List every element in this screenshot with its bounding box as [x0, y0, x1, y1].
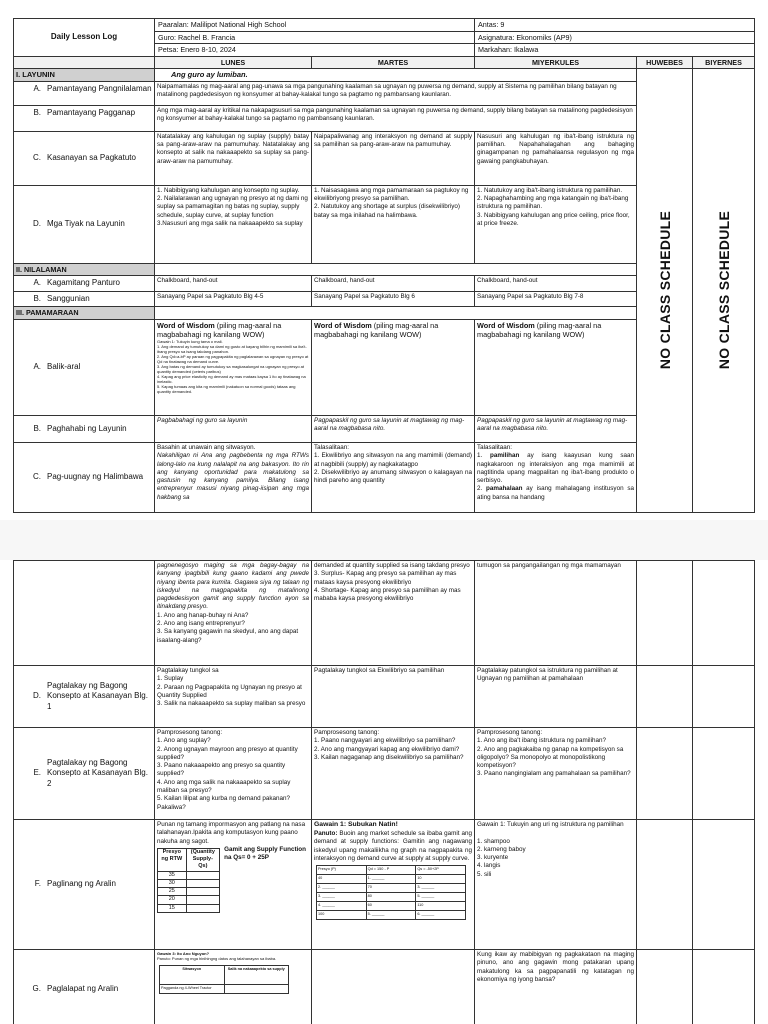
pamamaraan-blank [155, 307, 637, 320]
paghahabi-martes: Pagpapaskil ng guro sa layunin at magtawag ng mag-aaral na magbabasa nito. [312, 415, 475, 442]
subject: Asignatura: Ekonomiks (AP9) [475, 31, 755, 44]
row-label-kagamitang-panturo: A. Kagamitang Panturo [14, 276, 155, 292]
blank-cell [637, 820, 693, 950]
paglinang-martes [312, 820, 475, 950]
blank-cell [693, 728, 755, 820]
pag-uugnay-miyerkules-cont: tumugon sa pangangailangan ng mga mamamayan [475, 561, 637, 666]
paghahabi-lunes: Pagbabahagi ng guro sa layunin [155, 415, 312, 442]
balik-aral-martes [312, 319, 475, 415]
supply-table [157, 848, 220, 913]
talasalitaan-item-1: 1. pamilihan ay isang kaayusan kung saan nagkakaroon ng interaksiyon ang mga mamimili at nagtitinda upang magpalitan ng iba't-ibang produkto o serbisyo. [477, 452, 634, 485]
paglalapat-lunes [155, 950, 312, 1024]
blank-cell [693, 561, 755, 666]
pagtalakay-2-martes: Pamprosesong tanong: 1. Paano nangyayari ang ekwilibriyo sa pamilihan? 2. Ano ang mangyayari kapag ang ekwilibriyo dami? 3. Kailan nagaganap ang disekwilibriyo sa pamilihan? [312, 728, 475, 820]
row-label-paghahabi: B. Paghahabi ng Layunin [14, 415, 155, 442]
story-continued: pagnenegosyo maging sa mga bagay-bagay na kanyang ipagbibili kung gaano kadami ang pwede niyang ibenta para kumita. Gagawa siya ng talaan ng iskedyul na magpapakita ng matalinong pagdedesisyon gamit ang supply function ayon sa itinakdang presyo. [157, 562, 309, 611]
balik-aral-miyerkules [475, 319, 637, 415]
pagtalakay-2-miyerkules: Pamprosesong tanong: 1. Ano ang iba't ibang istruktura ng pamilihan? 2. Ano ang pagkakaiba ng ganap na kompetisyon sa oligopolyo? Sa monopolyo at monopolistikong kompetisyon? 3. Paano nangingialam ang pamahalaan sa pamilihan? [475, 728, 637, 820]
blank-cell [637, 561, 693, 666]
sitwasyon-table: Sitwasyon Salik na nakaaapekto sa supply Pagganda ng 4-Wheel Tractor [159, 965, 289, 994]
pag-uugnay-martes-cont: demanded at quantity supplied sa isang takdang presyo 3. Surplus- Kapag ang presyo sa pamilihan ay mas mataas kaysa presyong ekwilibriyo 4. Shortage- Kapag ang presyo sa pamilihan ay mas mababa kaysa presyong ekwilibriyo [312, 561, 475, 666]
kasanayan-martes: Naipapaliwanag ang interaksyon ng demand at supply sa pamilihan sa pang-araw-araw na pamumuhay. [312, 131, 475, 185]
supply-table-cell: 35 [158, 871, 187, 879]
layunin-lunes: 1. Nabibigyang kahulugan ang konsepto ng suplay. 2. Nailalarawan ang ugnayan ng presyo at ng dami ng suplay sa pamamagitan ng batas ng suplay, supply schedule, suplay curve, at suplay function 3.Nasusuri ang mga salik na nakaaapekto sa suplay [155, 185, 312, 263]
kagamitan-martes: Chalkboard, hand-out [312, 276, 475, 292]
layunin-martes: 1. Naisasagawa ang mga pamamaraan sa pagtukoy ng ekwilibriyong presyo sa pamilihan. 2. Natutukoy ang shortage at surplus (disekwilibriyo) batay sa mga inilahad na halimbawa. [312, 185, 475, 263]
day-biyernes: BIYERNES [693, 56, 755, 69]
grade-level: Antas: 9 [475, 19, 755, 32]
section-pamamaraan: III. PAMAMARAAN [14, 307, 155, 320]
paglinang-instruction: Punan ng tamang impormasyon ang patlang na nasa talahanayan.Ipakita ang komputasyon kung paano nakuha ang sagot. [157, 821, 306, 845]
pagtalakay-1-martes: Pagtalakay tungkol sa Ekwilibriyo sa pamilihan [312, 666, 475, 728]
pagtalakay-1-lunes: Pagtalakay tungkol sa 1. Suplay 2. Paraan ng Pagpapakita ng Ugnayan ng presyo at Quantity Supplied 3. Salik na nakaaapekto sa suplay maliban sa presyo [155, 666, 312, 728]
document-page-2 [0, 560, 768, 1024]
gawain-title: Gawain 3: Ito Ano Nguyon? [157, 951, 210, 956]
row-label-pamantayang-pagganap: B. Pamantayang Pagganap [14, 105, 155, 131]
row-label-paglalapat: G. Paglalapat ng Aralin [14, 950, 155, 1024]
row-label-sanggunian: B. Sanggunian [14, 291, 155, 307]
section-layunin: I. LAYUNIN [14, 69, 155, 82]
paglalapat-martes [312, 950, 475, 1024]
pag-uugnay-martes: Talasalitaan: 1. Ekwilibriyo ang sitwasyon na ang mamimili (demand) at nagbibili (supply) ay nagkakatagpo 2. Disekwilibriyo ay anumang sitwasyon o kalagayan na hindi pareho ang quantity [312, 442, 475, 512]
row-label-pamantayang-pangnilalaman: A. Pamantayang Pangnilalaman [14, 81, 155, 105]
layunin-miyerkules: 1. Natutukoy ang iba't-ibang istruktura ng pamilihan. 2. Napaghahambing ang mga katangain ng iba't-ibang istruktura ng pamilihan. 3. Nabibigyang kahulugan ang price ceiling, price floor, at price freeze. [475, 185, 637, 263]
lesson-log-table [13, 18, 755, 513]
wow-title: Word of Wisdom [477, 320, 535, 330]
supply-table-cell: 15 [158, 904, 187, 912]
quarter: Markahan: Ikalawa [475, 44, 755, 57]
row-label-paglinang: F. Paglinang ng Aralin [14, 820, 155, 950]
supply-table-cell: 20 [158, 896, 187, 904]
row-label-pagtalakay-1: D. Pagtalakay ng Bagong Konsepto at Kasanayan Blg. 1 [14, 666, 155, 728]
day-martes: MARTES [312, 56, 475, 69]
kasanayan-miyerkules: Nasusuri ang kahulugan ng iba't-ibang istruktura ng pamilihan. Napahahalagahan ang bahaging ginagampanan ng pamahalaansa regulasyon ng mga gawaing pangkabuhayan. [475, 131, 637, 185]
blank-cell [637, 728, 693, 820]
kagamitan-miyerkules: Chalkboard, hand-out [475, 276, 637, 292]
row-label-pagtalakay-2: E. Pagtalakay ng Bagong Konsepto at Kasanayan Blg. 2 [14, 728, 155, 820]
sanggunian-lunes: Sanayang Papel sa Pagkatuto Blg 4-5 [155, 291, 312, 307]
panuto-label: Panuto: [314, 829, 338, 837]
wow-text: (piling mag-aaral na magbabahagi ng kanilang WOW) [314, 320, 439, 340]
pag-uugnay-lunes [155, 442, 312, 512]
row-label-tiyak-na-layunin: D. Mga Tiyak na Layunin [14, 185, 155, 263]
day-lunes: LUNES [155, 56, 312, 69]
school-name: Paaralan: Malilipot National High School [155, 19, 475, 32]
continued-label-blank [14, 561, 155, 666]
nilalaman-blank [155, 263, 637, 276]
blank-cell [637, 666, 693, 728]
blank-cell [693, 666, 755, 728]
paghahabi-miyerkules: Pagpapaskil ng guro sa layunin at magtawag ng mag-aaral na magbabasa nito. [475, 415, 637, 442]
blank-cell [637, 950, 693, 1024]
wow-title: Word of Wisdom [157, 320, 215, 330]
lesson-log-title: Daily Lesson Log [14, 19, 155, 57]
story-questions: 1. Ano ang hanap-buhay ni Ana? 2. Ano ang isang entreprenyur? 3. Sa kanyang gagawin na skedyul, ano ang dapat isaalang-alang? [157, 611, 299, 644]
kasanayan-lunes: Natatalakay ang kahulugan ng suplay (supply) batay sa pang-araw-araw na pamumuhay. Natatalakay ang konsepto at salik na nakaaapekto sa suplay sa pang-araw-araw na pamumuhay. [155, 131, 312, 185]
wow-text: (piling mag-aaral na magbabahagi ng kanilang WOW) [477, 320, 602, 340]
sanggunian-martes: Sanayang Papel sa Pagkatuto Blg 6 [312, 291, 475, 307]
pag-uugnay-story: Nakahiligan ni Ana ang pagbebenta ng mga RTWs lalong-lalo na kung nalalapit na ang bakasyon. Ito rin ang kanyang oportunidad para makatulong sa gastusin ng kanyang pamilya. Bilang isang entreprenyur masusi niyang pinag-iisipan ang mga hakbang sa [157, 452, 309, 501]
no-class-label: NO CLASS SCHEDULE [715, 211, 732, 370]
sanggunian-miyerkules: Sanayang Papel sa Pagkatuto Blg 7-8 [475, 291, 637, 307]
market-schedule-table: Presyo (P) Qd = 150 - P Qs = -50+2P 40 1. ______ 10 2. ______ 70 3. ______ 3. ______ 80 5. ______ 4. ______ 60 110 100 5. ______ 6. ______ [316, 865, 466, 920]
paglinang-lunes [155, 820, 312, 950]
blank-cell [693, 820, 755, 950]
talasalitaan-label: Talasalitaan: [477, 443, 513, 451]
row-label-kasanayan: C. Kasanayan sa Pagkatuto [14, 131, 155, 185]
lesson-log-table-continued [13, 560, 755, 1024]
pamantayang-pangnilalaman-text: Naipamamalas ng mag-aaral ang pag-unawa sa mga pangunahing kaalaman sa ugnayan ng puwersa ng demand, supply at Sistema ng pamilihan bilang batayan ng matalinong pagdedesisyon ng konsyumer at bahay-kalakal tungo sa pagtamo ng pambansang kaunlaran. [155, 81, 637, 105]
teacher-absent-note: Ang guro ay lumiban. [155, 69, 637, 82]
pagtalakay-2-lunes: Pamprosesong tanong: 1. Ano ang suplay? 2. Anong ugnayan mayroon ang presyo at quantity supplied? 3. Paano nakaaapekto ang presyo sa quantity supplied? 4. Ano ang mga salik na nakaaapekto sa suplay maliban sa presyo? 5. Kailan lilipat ang kurba ng demand pakanan? Pakaliwa? [155, 728, 312, 820]
day-miyerkules: MIYERKULES [475, 56, 637, 69]
supply-table-cell: 25 [158, 888, 187, 896]
date: Petsa: Enero 8-10, 2024 [155, 44, 475, 57]
gawain-text: Buoin ang market schedule sa ibaba gamit ang demand at supply functions: Gamitin ang nagawang iskedyul upang makaliikha ng graph na nagpapakita ng interaksyon ng demand curve at supply at supply curve. [314, 829, 472, 862]
supply-table-cell: 30 [158, 879, 187, 887]
pag-uugnay-lunes-cont [155, 561, 312, 666]
paglalapat-miyerkules: Kung ikaw ay mabibigyan ng pagkakataon na maging pinuno, ano ang gagawin mong patakaran upang makatulong ka sa pagpapanatili ng katatagan ng ekonomiya ng iyong bansa? [475, 950, 637, 1024]
row-label-pag-uugnay: C. Pag-uugnay ng Halimbawa [14, 442, 155, 512]
supply-table-header: Presyo ng RTW [158, 848, 187, 871]
supply-table-header: (Quantity Supply-Qs) [186, 848, 220, 871]
teacher-name: Guro: Rachel B. Francia [155, 31, 475, 44]
balik-aral-activity: Gawain 1: Tukuyin kung tama o mali. 1. Ang demand ay tumutukoy sa dami ng gusto at kayang bilhin ng mamimili sa iba't-ibang presyo sa isang takdang panahon. 2. Ang Qd=a-bP ay paraan ng pagpapakita ng paglalarawan sa ugnayan ng presyo at Qd na tinatawag na demand curve. 3. Ang batas ng demand ay tumutukoy sa magkasalungat na ugnayan ng presyo at quantity demanded (ceteris paribus) 4. Kapag ang price elasticity ng demand ay mas mataas kaysa 1 ito ay tinatawag na inelastic. 5. Kapag tumaas ang kita ng mamimili (nakatuon sa normal goods) tataas ang quantity demanded. [157, 339, 309, 395]
pag-uugnay-miyerkules [475, 442, 637, 512]
kagamitan-lunes: Chalkboard, hand-out [155, 276, 312, 292]
section-nilalaman: II. NILALAMAN [14, 263, 155, 276]
balik-aral-lunes [155, 319, 312, 415]
wow-title: Word of Wisdom [314, 320, 372, 330]
pag-uugnay-intro: Basahin at unawain ang sitwasyon. [157, 443, 256, 451]
no-class-label: NO CLASS SCHEDULE [656, 211, 673, 370]
pagtalakay-1-miyerkules: Pagtalakay patungkol sa istruktura ng pamilihan at Ugnayan ng pamilihan at pamahalaan [475, 666, 637, 728]
pamantayang-pagganap-text: Ang mga mag-aaral ay kritikal na nakapagsusuri sa mga pangunahing kaalaman sa ugnayan ng puwersa ng demand, supply bilang batayan sa matalinong pagdedesisyon ng konsyumer at bahay-kalakal tungo sa pagtamo ng pambansang kaunlaran. [155, 105, 637, 131]
gawain-title: Gawain 1: Subukan Natin! [314, 821, 398, 828]
row-label-balik-aral: A. Balik-aral [14, 319, 155, 415]
wow-text: (piling mag-aaral na magbabahagi ng kanilang WOW) [157, 320, 282, 340]
talasalitaan-item-2: 2. pamahalaan ay isang mahalagang institusyon sa ating bansa na handang [477, 485, 634, 501]
huwebes-no-class [637, 69, 693, 513]
panuto: Panuto: Punan ng mga hinihingng datos ang talahanayan sa ibaba. [157, 956, 277, 961]
biyernes-no-class [693, 69, 755, 513]
blank-cell [693, 950, 755, 1024]
empty-corner [14, 56, 155, 69]
day-huwebes: HUWEBES [637, 56, 693, 69]
page-gap [0, 520, 768, 560]
paglinang-miyerkules: Gawain 1: Tukuyin ang uri ng istruktura ng pamilihan 1. shampoo 2. karneng baboy 3. kuryente 4. langis 5. sili [475, 820, 637, 950]
supply-function-note: Gamit ang Supply Function na Qs= 0 + 25P [224, 845, 306, 862]
